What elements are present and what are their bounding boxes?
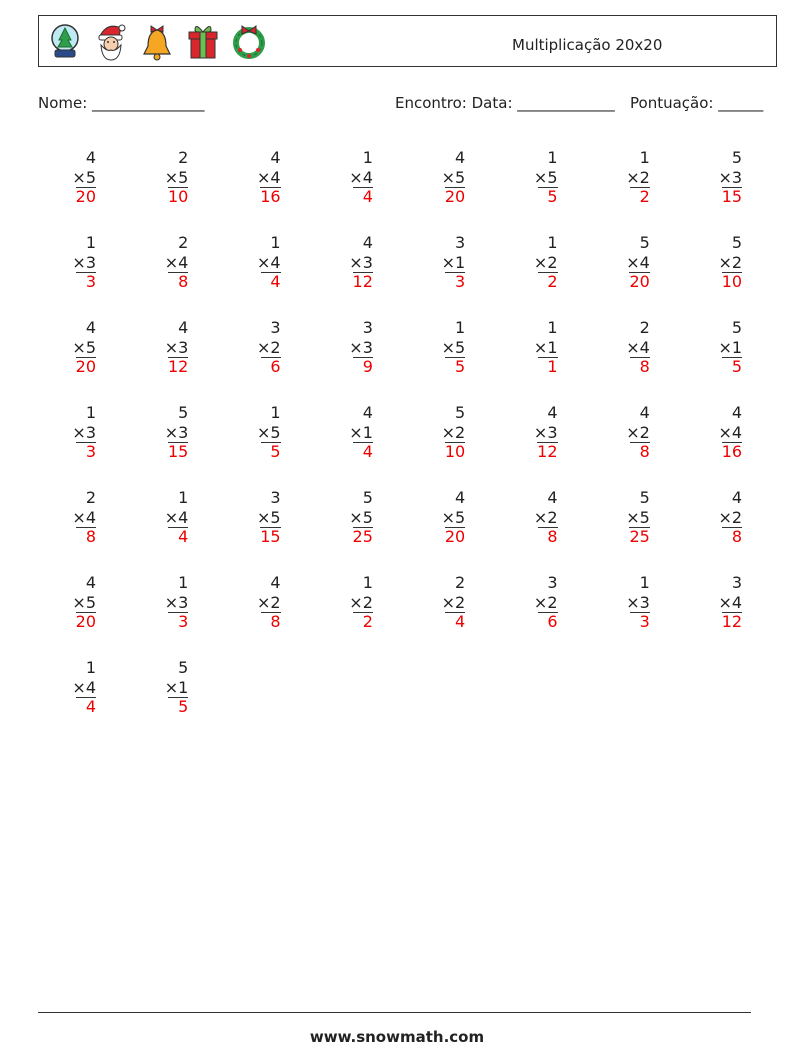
answer: 8: [261, 612, 281, 631]
problem-item: [498, 573, 558, 632]
score-field[interactable]: Pontuação: ______: [630, 94, 764, 112]
problem-item: [36, 403, 96, 462]
multiplicand: 3: [270, 488, 281, 507]
multiplier: ×4: [164, 507, 189, 527]
problem-item: [498, 233, 558, 292]
multiplier: ×5: [441, 337, 466, 357]
answer: 8: [722, 527, 742, 546]
multiplicand: 5: [455, 403, 466, 422]
multiplicand: 3: [270, 318, 281, 337]
multiplier: ×2: [441, 592, 466, 612]
multiplier: ×4: [626, 252, 650, 272]
answer: 20: [629, 272, 650, 291]
problem-item: [682, 573, 742, 632]
problem-item: [682, 318, 742, 377]
answer: 25: [629, 527, 650, 546]
gift-icon: [185, 20, 221, 62]
answer: 15: [721, 187, 743, 206]
answer: 5: [722, 357, 742, 376]
problem-item: [221, 318, 281, 377]
multiplier: ×5: [441, 507, 466, 527]
multiplier: ×5: [533, 167, 558, 187]
problem-item: [313, 148, 373, 207]
multiplicand: 4: [270, 148, 281, 167]
problem-item: [221, 403, 281, 462]
multiplicand: 4: [639, 403, 650, 422]
multiplicand: 4: [85, 148, 96, 167]
multiplicand: 5: [731, 318, 743, 337]
answer: 4: [353, 187, 373, 206]
name-field[interactable]: Nome: _______________: [38, 94, 205, 112]
multiplicand: 4: [731, 488, 743, 507]
answer: 12: [537, 442, 558, 461]
problem-item: [682, 403, 742, 462]
answer: 12: [721, 612, 743, 631]
answer: 15: [260, 527, 281, 546]
multiplier: ×2: [533, 252, 558, 272]
multiplicand: 2: [455, 573, 466, 592]
multiplier: ×4: [257, 252, 281, 272]
multiplier: ×4: [349, 167, 373, 187]
problem-item: [36, 148, 96, 207]
answer: 3: [630, 612, 650, 631]
multiplier: ×3: [164, 422, 189, 442]
multiplier: ×5: [164, 167, 189, 187]
problem-item: [682, 488, 742, 547]
multiplicand: 5: [731, 148, 743, 167]
multiplicand: 4: [362, 233, 373, 252]
multiplier: ×2: [441, 422, 466, 442]
problem-item: [590, 573, 650, 632]
worksheet-title: Multiplicação 20x20: [512, 36, 663, 54]
multiplicand: 1: [362, 148, 373, 167]
multiplier: ×5: [72, 337, 96, 357]
multiplier: ×2: [349, 592, 373, 612]
multiplicand: 3: [455, 233, 466, 252]
problem-item: [405, 573, 465, 632]
multiplier: ×2: [626, 422, 650, 442]
answer: 8: [630, 442, 650, 461]
bell-icon: [139, 20, 175, 62]
multiplicand: 2: [639, 318, 650, 337]
problem-item: [128, 658, 188, 717]
answer: 2: [630, 187, 650, 206]
problem-item: [682, 233, 742, 292]
problem-item: [128, 573, 188, 632]
multiplicand: 4: [547, 403, 558, 422]
multiplicand: 4: [731, 403, 743, 422]
problem-item: [36, 233, 96, 292]
multiplier: ×1: [441, 252, 466, 272]
multiplier: ×2: [257, 337, 281, 357]
problem-item: [405, 318, 465, 377]
multiplier: ×4: [626, 337, 650, 357]
problem-item: [590, 488, 650, 547]
footer-divider: [38, 1012, 751, 1013]
multiplier: ×2: [626, 167, 650, 187]
problem-item: [498, 148, 558, 207]
problem-item: [128, 488, 188, 547]
problem-item: [36, 658, 96, 717]
multiplicand: 1: [547, 233, 558, 252]
multiplicand: 1: [270, 403, 281, 422]
problem-item: [498, 403, 558, 462]
problem-item: [36, 488, 96, 547]
problem-item: [221, 233, 281, 292]
answer: 3: [445, 272, 465, 291]
answer: 10: [167, 187, 189, 206]
problem-item: [36, 573, 96, 632]
answer: 16: [721, 442, 743, 461]
multiplicand: 5: [178, 658, 189, 677]
multiplicand: 1: [639, 573, 650, 592]
problem-item: [36, 318, 96, 377]
problem-item: [590, 148, 650, 207]
answer: 20: [75, 357, 96, 376]
multiplier: ×2: [718, 507, 743, 527]
multiplier: ×4: [718, 592, 743, 612]
multiplicand: 4: [85, 573, 96, 592]
multiplier: ×3: [349, 337, 373, 357]
problem-item: [498, 488, 558, 547]
answer: 3: [168, 612, 188, 631]
answer: 16: [260, 187, 281, 206]
problem-item: [313, 318, 373, 377]
multiplicand: 2: [178, 148, 189, 167]
problem-item: [313, 403, 373, 462]
problem-item: [590, 233, 650, 292]
problem-item: [313, 488, 373, 547]
problem-item: [221, 148, 281, 207]
multiplicand: 4: [85, 318, 96, 337]
multiplicand: 4: [547, 488, 558, 507]
answer: 20: [75, 612, 96, 631]
problem-item: [313, 233, 373, 292]
multiplicand: 4: [455, 148, 466, 167]
problem-item: [590, 403, 650, 462]
answer: 20: [444, 187, 466, 206]
answer: 15: [167, 442, 189, 461]
multiplier: ×2: [718, 252, 743, 272]
multiplier: ×3: [533, 422, 558, 442]
problem-item: [221, 488, 281, 547]
multiplier: ×1: [349, 422, 373, 442]
multiplier: ×3: [72, 252, 96, 272]
multiplier: ×5: [349, 507, 373, 527]
answer: 8: [538, 527, 558, 546]
multiplier: ×5: [441, 167, 466, 187]
multiplicand: 5: [639, 233, 650, 252]
multiplier: ×4: [72, 507, 96, 527]
answer: 5: [261, 442, 281, 461]
problem-item: [405, 403, 465, 462]
answer: 8: [76, 527, 96, 546]
multiplier: ×4: [164, 252, 189, 272]
multiplicand: 1: [362, 573, 373, 592]
multiplicand: 1: [178, 573, 189, 592]
multiplicand: 4: [270, 573, 281, 592]
multiplicand: 1: [639, 148, 650, 167]
answer: 2: [538, 272, 558, 291]
answer: 2: [353, 612, 373, 631]
problem-item: [405, 233, 465, 292]
multiplicand: 5: [731, 233, 743, 252]
answer: 12: [352, 272, 373, 291]
multiplicand: 1: [85, 233, 96, 252]
problem-item: [128, 318, 188, 377]
multiplier: ×2: [257, 592, 281, 612]
problem-item: [128, 233, 188, 292]
multiplicand: 3: [362, 318, 373, 337]
problem-item: [221, 573, 281, 632]
multiplicand: 4: [362, 403, 373, 422]
answer: 4: [168, 527, 188, 546]
multiplier: ×2: [533, 592, 558, 612]
problem-item: [405, 488, 465, 547]
multiplicand: 4: [455, 488, 466, 507]
multiplier: ×5: [72, 592, 96, 612]
multiplicand: 1: [455, 318, 466, 337]
answer: 4: [261, 272, 281, 291]
problem-item: [590, 318, 650, 377]
multiplicand: 1: [85, 658, 96, 677]
worksheet-header: [38, 15, 777, 67]
problem-item: [313, 573, 373, 632]
problem-item: [128, 403, 188, 462]
answer: 4: [445, 612, 465, 631]
multiplicand: 1: [547, 318, 558, 337]
multiplier: ×1: [533, 337, 558, 357]
answer: 25: [352, 527, 373, 546]
header-icons: [47, 20, 267, 62]
problem-item: [682, 148, 742, 207]
multiplicand: 1: [85, 403, 96, 422]
snow-globe-icon: [47, 20, 83, 62]
santa-icon: [93, 20, 129, 62]
multiplicand: 1: [547, 148, 558, 167]
problem-item: [498, 318, 558, 377]
answer: 5: [168, 697, 188, 716]
multiplier: ×5: [257, 507, 281, 527]
answer: 8: [630, 357, 650, 376]
answer: 20: [75, 187, 96, 206]
wreath-icon: [231, 20, 267, 62]
answer: 1: [538, 357, 558, 376]
answer: 20: [444, 527, 466, 546]
multiplicand: 5: [362, 488, 373, 507]
multiplicand: 1: [178, 488, 189, 507]
problem-item: [128, 148, 188, 207]
multiplicand: 1: [270, 233, 281, 252]
multiplier: ×4: [72, 677, 96, 697]
answer: 9: [353, 357, 373, 376]
answer: 10: [721, 272, 743, 291]
answer: 5: [538, 187, 558, 206]
multiplier: ×3: [718, 167, 743, 187]
answer: 10: [444, 442, 466, 461]
multiplicand: 3: [731, 573, 743, 592]
multiplier: ×3: [72, 422, 96, 442]
multiplier: ×2: [533, 507, 558, 527]
answer: 6: [261, 357, 281, 376]
multiplier: ×1: [718, 337, 743, 357]
answer: 4: [76, 697, 96, 716]
multiplicand: 5: [639, 488, 650, 507]
multiplier: ×4: [257, 167, 281, 187]
multiplier: ×3: [349, 252, 373, 272]
multiplier: ×1: [164, 677, 189, 697]
multiplicand: 2: [85, 488, 96, 507]
multiplicand: 3: [547, 573, 558, 592]
multiplier: ×3: [164, 337, 189, 357]
answer: 12: [167, 357, 189, 376]
multiplier: ×3: [164, 592, 189, 612]
problem-item: [405, 148, 465, 207]
multiplicand: 2: [178, 233, 189, 252]
footer-site: www.snowmath.com: [309, 1028, 485, 1046]
multiplier: ×4: [718, 422, 743, 442]
answer: 5: [445, 357, 465, 376]
multiplicand: 4: [178, 318, 189, 337]
multiplier: ×5: [72, 167, 96, 187]
date-field[interactable]: Encontro: Data: _____________: [395, 94, 615, 112]
answer: 3: [76, 272, 96, 291]
answer: 6: [538, 612, 558, 631]
answer: 8: [168, 272, 188, 291]
multiplier: ×5: [626, 507, 650, 527]
answer: 3: [76, 442, 96, 461]
multiplier: ×3: [626, 592, 650, 612]
multiplicand: 5: [178, 403, 189, 422]
multiplier: ×5: [257, 422, 281, 442]
answer: 4: [353, 442, 373, 461]
